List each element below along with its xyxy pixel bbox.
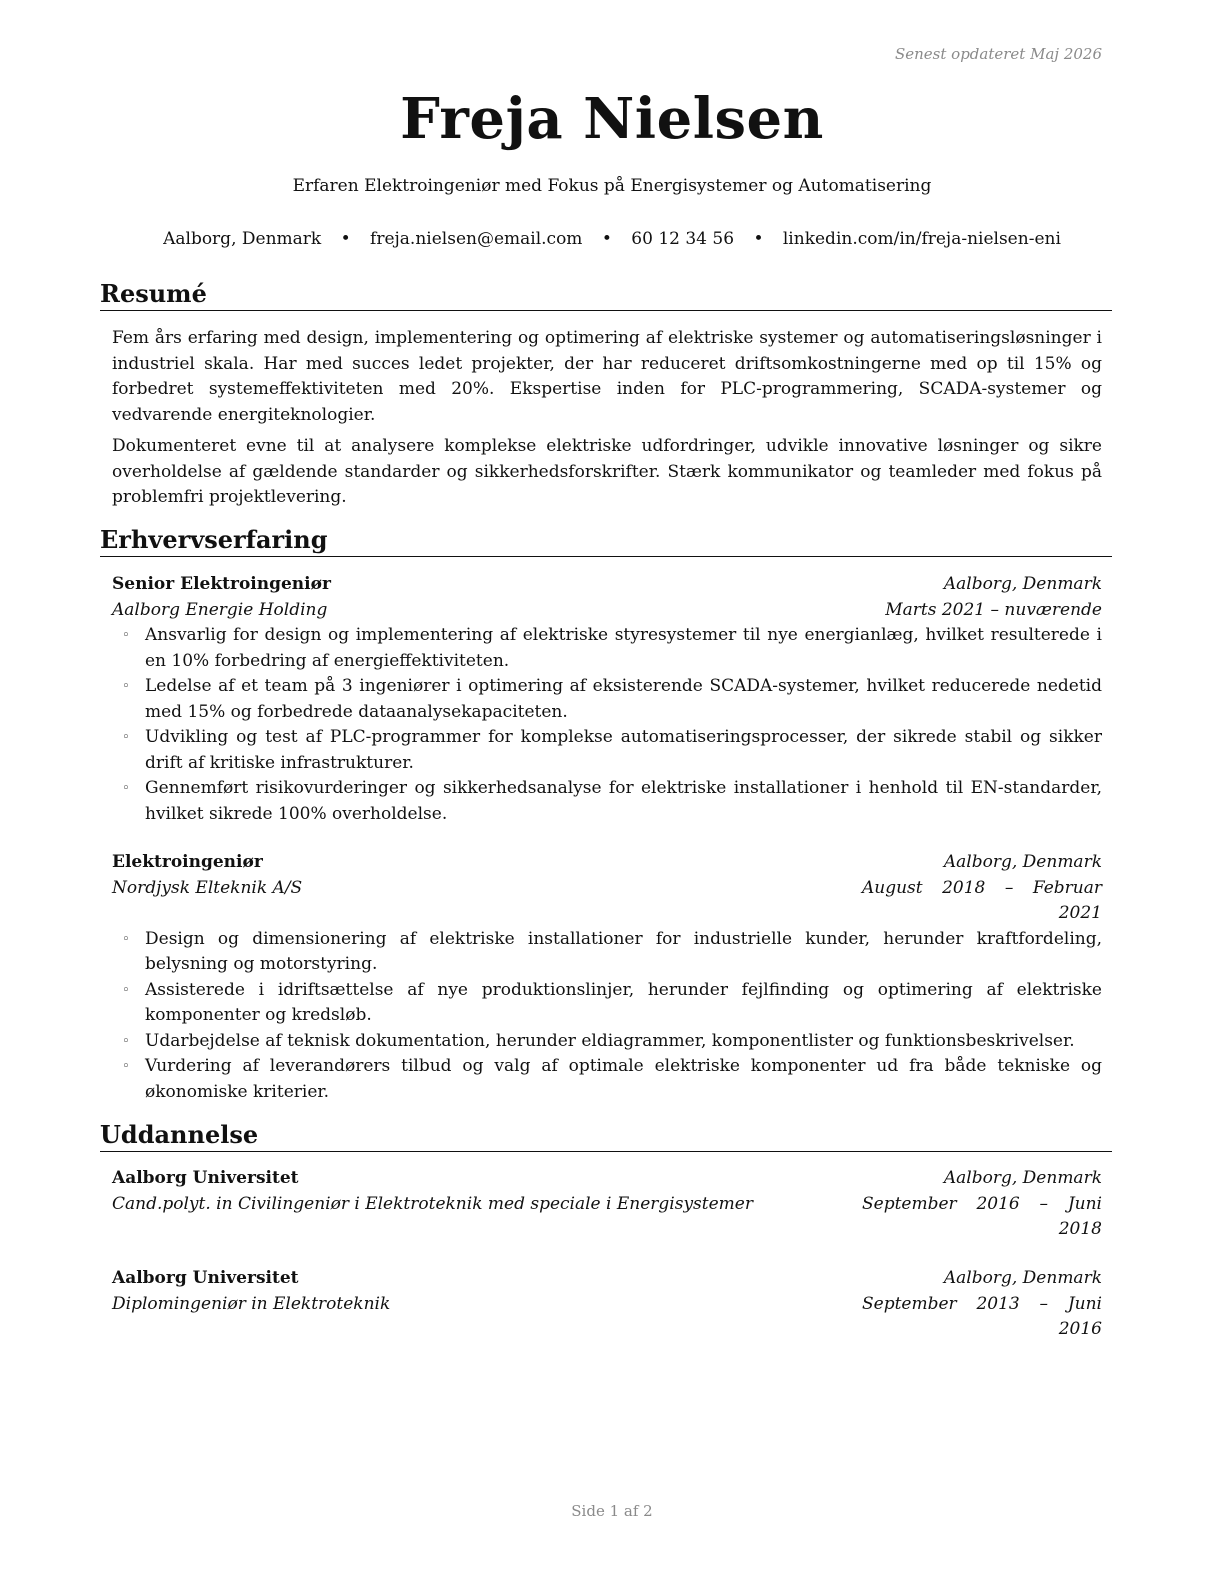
job-company: Aalborg Energie Holding (112, 599, 328, 620)
job-bullet-list (112, 623, 1102, 827)
education-dates: September 2016 – Juni 2018 (862, 1193, 1102, 1239)
summary-paragraph: Fem års erfaring med design, implementering og optimering af elektriske systemer og automatiseringsløsninger i industriel skala. Har med succes ledet projekter, der har reduceret driftsomkostningerne med op til 15% og forbedret systemeffektiviteten med 20%. Ekspertise inden for PLC-programmering, SCADA-systemer og vedvarende energiteknologier. (112, 328, 1102, 425)
list-item (112, 1029, 1102, 1055)
list-item (112, 776, 1102, 827)
bullet-icon: ◦ (122, 982, 130, 998)
education-degree: Diplomingeniør in Elektroteknik (112, 1293, 391, 1314)
section-title-experience: Erhvervserfaring (100, 525, 1112, 557)
bullet-icon: ◦ (122, 781, 130, 796)
bullet-icon: ◦ (122, 1059, 130, 1074)
contact-separator: • (753, 229, 764, 249)
list-item (112, 623, 1102, 674)
bullet-icon: ◦ (122, 931, 130, 947)
education-school: Aalborg Universitet (112, 1268, 299, 1288)
contact-separator: • (340, 229, 351, 249)
list-item (112, 978, 1102, 1029)
education-entry (112, 1266, 1102, 1343)
candidate-headline: Erfaren Elektroingeniør med Fokus på Energisystemer og Automatisering (292, 176, 932, 196)
bullet-text: Gennemført risikovurderinger og sikkerhedsanalyse for elektriske installationer i henhold til EN-standarder, hvilket sikrede 100% overholdelse. (145, 778, 1102, 824)
last-updated-note: Senest opdateret Maj 2026 (894, 45, 1102, 63)
list-item (112, 927, 1102, 978)
candidate-name: Freja Nielsen (400, 86, 824, 152)
job-role: Elektroingeniør (112, 852, 263, 872)
bullet-text: Vurdering af leverandørers tilbud og valg af optimale elektriske komponenter ud fra både tekniske og økonomiske kriterier. (145, 1056, 1102, 1102)
section-title-education: Uddannelse (100, 1120, 1112, 1152)
job-role: Senior Elektroingeniør (112, 574, 331, 594)
bullet-icon: ◦ (122, 679, 130, 694)
bullet-text: Assisterede i idriftsættelse af nye produktionslinjer, herunder fejlfinding og optimering af elektriske komponenter og kredsløb. (145, 979, 1102, 1025)
education-location: Aalborg, Denmark (943, 1168, 1102, 1188)
contact-phone[interactable]: 60 12 34 56 (631, 229, 735, 249)
list-item (112, 1054, 1102, 1105)
education-location: Aalborg, Denmark (943, 1268, 1102, 1288)
bullet-icon: ◦ (122, 628, 130, 643)
bullet-text: Ansvarlig for design og implementering af elektriske styresystemer til nye energianlæg, hvilket resulterede i en 10% forbedring af energieffektiviteten. (145, 625, 1102, 671)
contact-separator: • (601, 229, 612, 249)
bullet-text: Udvikling og test af PLC-programmer for komplekse automatiseringsprocesser, der sikrede stabil og sikker drift af kritiske infrastrukturer. (145, 727, 1102, 773)
contact-line (0, 229, 1224, 249)
list-item (112, 674, 1102, 725)
job-dates: Marts 2021 – nuværende (885, 599, 1102, 620)
education-dates: September 2013 – Juni 2016 (862, 1293, 1102, 1339)
page-number: Side 1 af 2 (571, 1502, 653, 1520)
contact-location: Aalborg, Denmark (163, 229, 322, 249)
contact-email[interactable]: freja.nielsen@email.com (370, 229, 583, 249)
job-location: Aalborg, Denmark (943, 574, 1102, 594)
bullet-text: Design og dimensionering af elektriske installationer for industrielle kunder, herunder kraftfordeling, belysning og motorstyring. (145, 928, 1102, 974)
bullet-text: Ledelse af et team på 3 ingeniører i optimering af eksisterende SCADA-systemer, hvilket reducerede nedetid med 15% og forbedrede dataanalysekapaciteten. (145, 676, 1102, 722)
education-degree: Cand.polyt. in Civilingeniør i Elektroteknik med speciale i Energisystemer (112, 1193, 753, 1214)
education-entry (112, 1166, 1102, 1243)
job-entry (112, 572, 1102, 827)
job-dates: August 2018 – Februar 2021 (862, 877, 1102, 923)
education-school: Aalborg Universitet (112, 1168, 299, 1188)
bullet-text: Udarbejdelse af teknisk dokumentation, herunder eldiagrammer, komponentlister og funktionsbeskrivelser. (145, 1030, 1075, 1051)
bullet-icon: ◦ (122, 730, 130, 745)
job-company: Nordjysk Elteknik A/S (112, 877, 303, 898)
job-bullet-list (112, 927, 1102, 1106)
contact-linkedin[interactable]: linkedin.com/in/freja-nielsen-eni (782, 229, 1061, 249)
summary-paragraph: Dokumenteret evne til at analysere komplekse elektriske udfordringer, udvikle innovative løsninger og sikre overholdelse af gældende standarder og sikkerhedsforskrifter. Stærk kommunikator og teamleder med fokus på problemfri projektlevering. (112, 436, 1102, 507)
section-title-summary: Resumé (100, 279, 1112, 311)
bullet-icon: ◦ (122, 1033, 130, 1049)
job-entry (112, 850, 1102, 1105)
list-item (112, 725, 1102, 776)
job-location: Aalborg, Denmark (943, 852, 1102, 872)
